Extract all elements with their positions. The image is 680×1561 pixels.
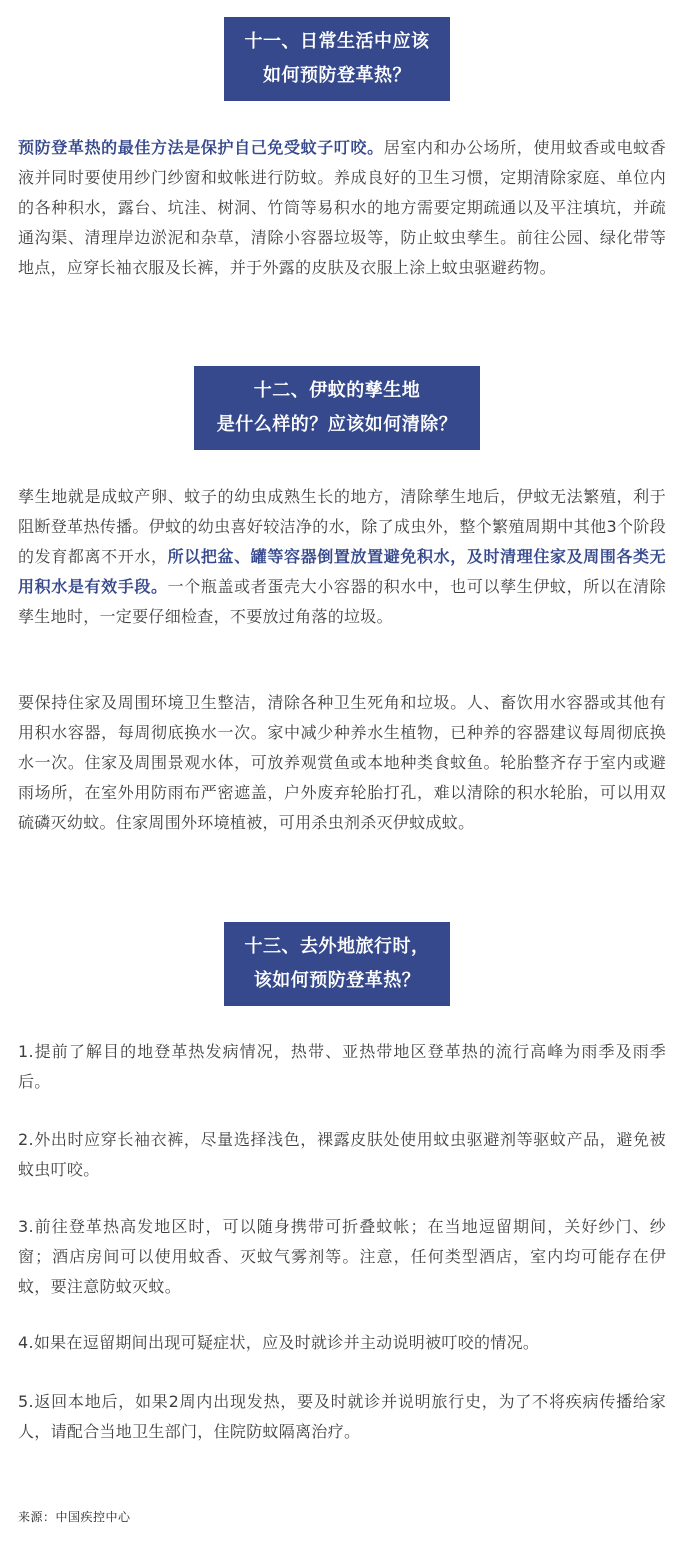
list-item [18, 1212, 666, 1302]
section-12-text-before: 孳生地就是成蚊产卵、蚊子的幼虫成熟生长的地方，清除孳生地后，伊蚊无法繁殖，利于阻断登革热传播。伊蚊的幼虫喜好较洁净的水，除了成虫外，整个繁殖周期中其他3个阶段的发育都离不开水， [18, 487, 666, 566]
section-12-text-2: 要保持住家及周围环境卫生整洁，清除各种卫生死角和垃圾。人、畜饮用水容器或其他有用积水容器，每周彻底换水一次。家中减少种养水生植物，已种养的容器建议每周彻底换水一次。住家及周围景观水体，可放养观赏鱼或本地种类食蚊鱼。轮胎整齐存于室内或避雨场所，在室外用防雨布严密遮盖，户外废弃轮胎打孔，难以清除的积水轮胎，可以用双硫磷灭幼蚊。住家周围外环境植被，可用杀虫剂杀灭伊蚊成蚊。 [18, 693, 666, 832]
section-12-heading-line2: 是什么样的？应该如何清除？ [216, 414, 458, 435]
source-credit: 来源：中国疾控中心 [18, 1510, 131, 1524]
section-12-emphasis: 所以把盆、罐等容器倒置放置避免积水，及时清理住家及周围各类无用积水是有效手段。 [18, 547, 666, 596]
section-12-heading [194, 366, 480, 450]
section-11-heading [224, 17, 450, 101]
travel-tip-2: 2.外出时应穿长袖衣裤，尽量选择浅色，裸露皮肤处使用蚊虫驱避剂等驱蚊产品，避免被蚊虫叮咬。 [18, 1130, 666, 1179]
list-item [18, 1387, 666, 1447]
travel-tip-4: 4.如果在逗留期间出现可疑症状，应及时就诊并主动说明被叮咬的情况。 [18, 1333, 540, 1352]
section-13-heading [224, 922, 450, 1006]
travel-tip-5: 5.返回本地后，如果2周内出现发热，要及时就诊并说明旅行史，为了不将疾病传播给家人，请配合当地卫生部门，住院防蚊隔离治疗。 [18, 1392, 666, 1441]
list-item [18, 1037, 666, 1097]
section-12-paragraph-1 [18, 482, 666, 632]
section-11-paragraph [18, 133, 666, 283]
travel-tip-3: 3.前往登革热高发地区时，可以随身携带可折叠蚊帐；在当地逗留期间，关好纱门、纱窗；酒店房间可以使用蚊香、灭蚊气雾剂等。注意，任何类型酒店，室内均可能存在伊蚊，要注意防蚊灭蚊。 [18, 1217, 666, 1296]
section-11-heading-line2: 如何预防登革热？ [263, 65, 411, 86]
section-12-paragraph-2 [18, 688, 666, 838]
travel-tip-1: 1.提前了解目的地登革热发病情况，热带、亚热带地区登革热的流行高峰为雨季及雨季后。 [18, 1042, 666, 1091]
section-13-heading-line1: 十三、去外地旅行时， [244, 936, 430, 957]
section-11-emphasis: 预防登革热的最佳方法是保护自己免受蚊子叮咬。 [18, 138, 384, 157]
section-11-text: 居室内和办公场所，使用蚊香或电蚊香液并同时要使用纱门纱窗和蚊帐进行防蚊。养成良好的卫生习惯，定期清除家庭、单位内的各种积水，露台、坑洼、树洞、竹筒等易积水的地方需要定期疏通以及平注填坑，并疏通沟渠、清理岸边淤泥和杂草，清除小容器垃圾等，防止蚊虫孳生。前往公园、绿化带等地点，应穿长袖衣服及长裤，并于外露的皮肤及衣服上涂上蚊虫驱避药物。 [18, 138, 666, 277]
section-11-heading-line1: 十一、日常生活中应该 [244, 31, 430, 52]
section-13-heading-line2: 该如何预防登革热？ [253, 970, 421, 991]
section-12-heading-line1: 十二、伊蚊的孳生地 [253, 380, 421, 401]
section-12-text-after: 一个瓶盖或者蛋壳大小容器的积水中，也可以孳生伊蚊，所以在清除孳生地时，一定要仔细检查，不要放过角落的垃圾。 [18, 577, 666, 626]
list-item [18, 1125, 666, 1185]
list-item [18, 1328, 666, 1358]
